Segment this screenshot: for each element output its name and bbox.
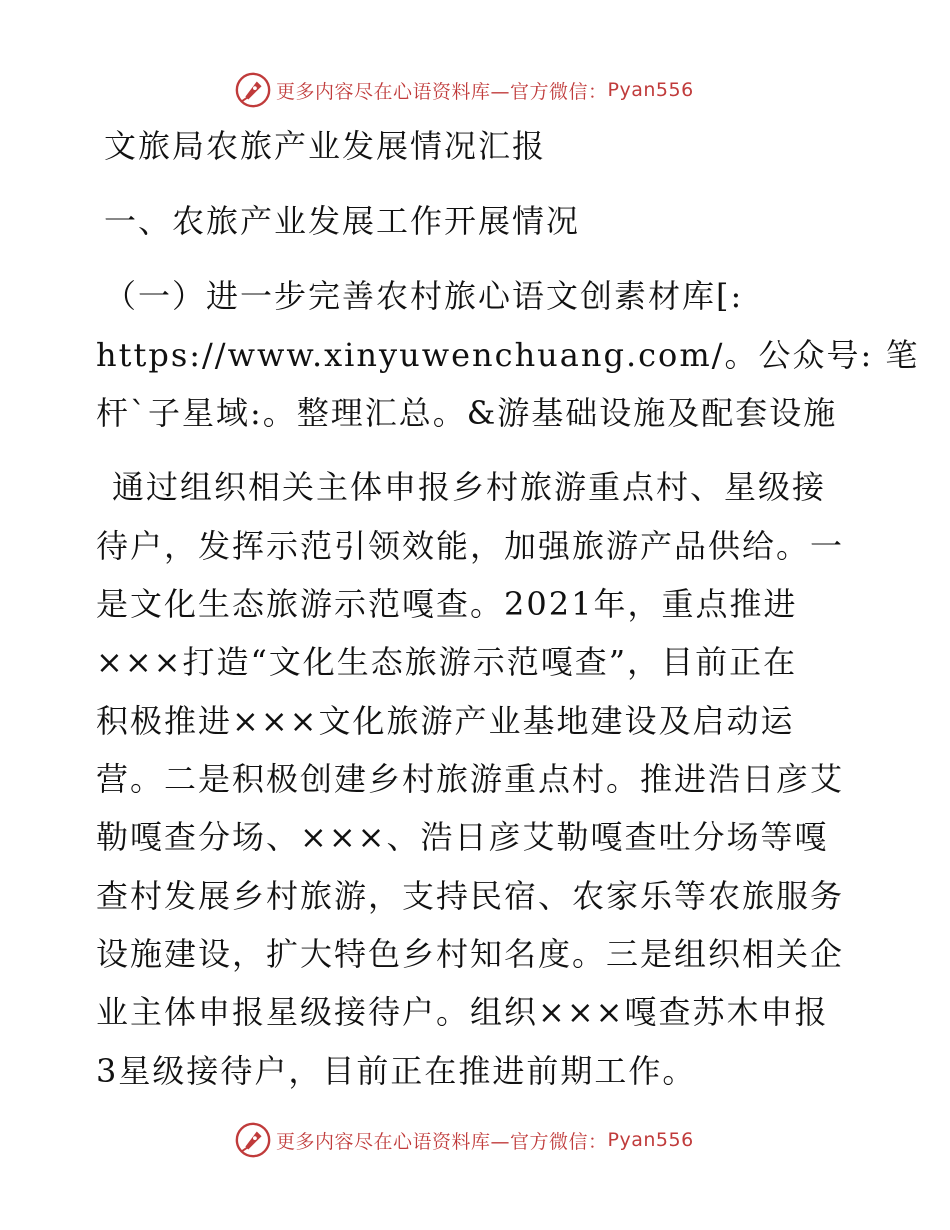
header-banner	[234, 70, 694, 110]
banner-wechat-handle: Pyan556	[607, 1129, 694, 1151]
section-heading: 一、农旅产业发展工作开展情况	[104, 202, 581, 240]
footer-banner	[234, 1120, 694, 1160]
body-line: 业主体申报星级接待户。组织×××嘎查苏木申报	[96, 993, 829, 1031]
body-line: 积极推进×××文化旅游产业基地建设及启动运	[96, 702, 795, 740]
subsection-line: https://www.xinyuwenchuang.com/。公众号: 笔	[96, 336, 920, 374]
body-line: 3星级接待户，目前正在推进前期工作。	[96, 1052, 697, 1090]
body-line: 设施建设，扩大特色乡村知名度。三是组织相关企	[96, 935, 845, 973]
banner-text: 更多内容尽在心语资料库—官方微信：	[276, 1130, 608, 1153]
body-line: ×××打造“文化生态旅游示范嘎查”，目前正在	[96, 643, 798, 681]
body-line: 勒嘎查分场、×××、浩日彦艾勒嘎查吐分场等嘎	[96, 818, 829, 856]
body-line: 查村发展乡村旅游，支持民宿、农家乐等农旅服务	[96, 877, 845, 915]
subsection-line: （一）进一步完善农村旅心语文创素材库[:	[104, 277, 744, 315]
subsection-line: 杆`子星域:。整理汇总。&游基础设施及配套设施	[96, 394, 838, 432]
document-title: 文旅局农旅产业发展情况汇报	[104, 127, 547, 165]
body-line: 营。二是积极创建乡村旅游重点村。推进浩日彦艾	[96, 760, 845, 798]
pen-nib-logo-icon	[234, 71, 272, 109]
body-line: 待户，发挥示范引领效能，加强旅游产品供给。一	[96, 527, 845, 565]
body-line: 是文化生态旅游示范嘎查。2021年，重点推进	[96, 585, 798, 623]
banner-wechat-handle: Pyan556	[607, 79, 694, 101]
pen-nib-logo-icon	[234, 1121, 272, 1159]
body-line: 通过组织相关主体申报乡村旅游重点村、星级接	[112, 468, 827, 506]
banner-text: 更多内容尽在心语资料库—官方微信：	[276, 80, 608, 103]
